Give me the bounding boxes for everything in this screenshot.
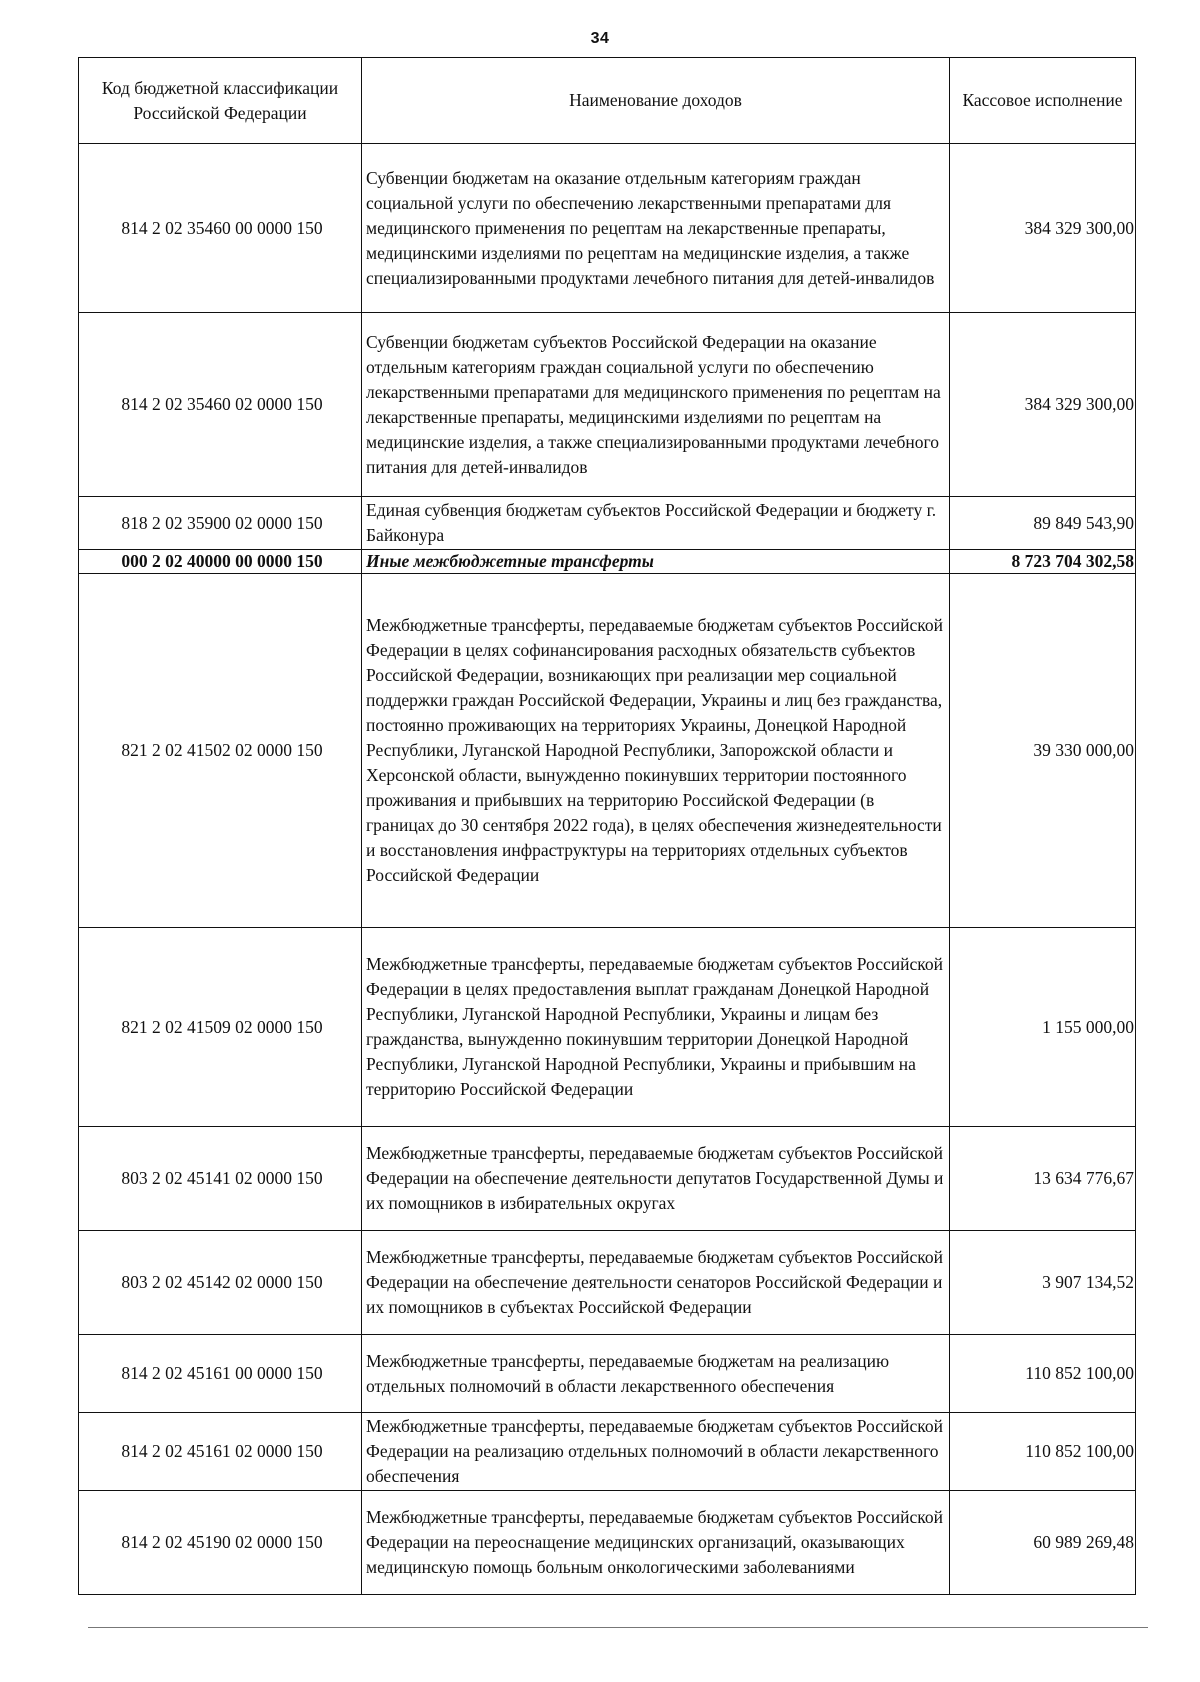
row-name: Межбюджетные трансферты, передаваемые бюджетам субъектов Российской Федерации на переоснащение медицинских организаций, оказывающих медицинскую помощь больным онкологическими заболеваниями — [362, 1491, 950, 1595]
page-number: 34 — [590, 30, 610, 47]
row-code: 821 2 02 41509 02 0000 150 — [79, 928, 362, 1127]
row-code: 818 2 02 35900 02 0000 150 — [79, 497, 362, 550]
row-code: 821 2 02 41502 02 0000 150 — [79, 574, 362, 928]
table-row — [79, 1231, 1136, 1335]
row-amount: 13 634 776,67 — [950, 1127, 1136, 1231]
row-code: 814 2 02 45161 00 0000 150 — [79, 1335, 362, 1413]
row-code: 803 2 02 45141 02 0000 150 — [79, 1127, 362, 1231]
row-amount: 110 852 100,00 — [950, 1335, 1136, 1413]
table-row — [79, 928, 1136, 1127]
row-code: 814 2 02 35460 00 0000 150 — [79, 144, 362, 313]
row-code: 803 2 02 45142 02 0000 150 — [79, 1231, 362, 1335]
row-amount: 89 849 543,90 — [950, 497, 1136, 550]
row-amount: 60 989 269,48 — [950, 1491, 1136, 1595]
table-header-row — [79, 58, 1136, 144]
header-name: Наименование доходов — [362, 58, 950, 144]
row-amount: 1 155 000,00 — [950, 928, 1136, 1127]
row-name: Межбюджетные трансферты, передаваемые бюджетам субъектов Российской Федерации в целях софинансирования расходных обязательств субъектов Российской Федерации, возникающих при реализации мер социальной поддержки граждан Российской Федерации, Украины и лиц без гражданства, постоянно проживающих на территориях Украины, Донецкой Народной Республики, Луганской Народной Республики, Запорожской области и Херсонской области, вынужденно покинувших территории постоянного проживания и прибывших на территорию Российской Федерации (в границах до 30 сентября 2022 года), в целях обеспечения жизнедеятельности и восстановления инфраструктуры на территориях отдельных субъектов Российской Федерации — [362, 574, 950, 928]
table-row — [79, 1491, 1136, 1595]
header-amount: Кассовое исполнение — [950, 58, 1136, 144]
table-row — [79, 1127, 1136, 1231]
row-name: Межбюджетные трансферты, передаваемые бюджетам субъектов Российской Федерации на обеспечение деятельности сенаторов Российской Федерации и их помощников в субъектах Российской Федерации — [362, 1231, 950, 1335]
row-amount: 110 852 100,00 — [950, 1413, 1136, 1491]
row-name: Единая субвенция бюджетам субъектов Российской Федерации и бюджету г. Байконура — [362, 497, 950, 550]
row-amount: 3 907 134,52 — [950, 1231, 1136, 1335]
revenue-table — [78, 57, 1136, 1595]
row-name: Межбюджетные трансферты, передаваемые бюджетам на реализацию отдельных полномочий в области лекарственного обеспечения — [362, 1335, 950, 1413]
table-row — [79, 1335, 1136, 1413]
row-code: 000 2 02 40000 00 0000 150 — [79, 550, 362, 574]
row-amount: 39 330 000,00 — [950, 574, 1136, 928]
row-code: 814 2 02 45190 02 0000 150 — [79, 1491, 362, 1595]
table-row — [79, 144, 1136, 313]
row-name: Субвенции бюджетам на оказание отдельным категориям граждан социальной услуги по обеспечению лекарственными препаратами для медицинского применения по рецептам на лекарственные препараты, медицинскими изделиями по рецептам на медицинские изделия, а также специализированными продуктами лечебного питания для детей-инвалидов — [362, 144, 950, 313]
row-code: 814 2 02 45161 02 0000 150 — [79, 1413, 362, 1491]
table-row — [79, 497, 1136, 550]
table-row — [79, 574, 1136, 928]
header-code: Код бюджетной классификации Российской Федерации — [79, 58, 362, 144]
row-amount: 8 723 704 302,58 — [950, 550, 1136, 574]
table-row — [79, 313, 1136, 497]
row-name: Межбюджетные трансферты, передаваемые бюджетам субъектов Российской Федерации в целях предоставления выплат гражданам Донецкой Народной Республики, Луганской Народной Республики, Украины и лицам без гражданства, вынужденно покинувшим территории Донецкой Народной Республики, Луганской Народной Республики, Украины и прибывшим на территорию Российской Федерации — [362, 928, 950, 1127]
scan-bottom-rule — [88, 1627, 1148, 1628]
table-row — [79, 1413, 1136, 1491]
row-code: 814 2 02 35460 02 0000 150 — [79, 313, 362, 497]
row-amount: 384 329 300,00 — [950, 313, 1136, 497]
row-name: Межбюджетные трансферты, передаваемые бюджетам субъектов Российской Федерации на реализацию отдельных полномочий в области лекарственного обеспечения — [362, 1413, 950, 1491]
table-row-total — [79, 550, 1136, 574]
row-name: Иные межбюджетные трансферты — [362, 550, 950, 574]
row-name: Межбюджетные трансферты, передаваемые бюджетам субъектов Российской Федерации на обеспечение деятельности депутатов Государственной Думы и их помощников в избирательных округах — [362, 1127, 950, 1231]
row-name: Субвенции бюджетам субъектов Российской Федерации на оказание отдельным категориям граждан социальной услуги по обеспечению лекарственными препаратами для медицинского применения по рецептам на лекарственные препараты, медицинскими изделиями по рецептам на медицинские изделия, а также специализированными продуктами лечебного питания для детей-инвалидов — [362, 313, 950, 497]
row-amount: 384 329 300,00 — [950, 144, 1136, 313]
